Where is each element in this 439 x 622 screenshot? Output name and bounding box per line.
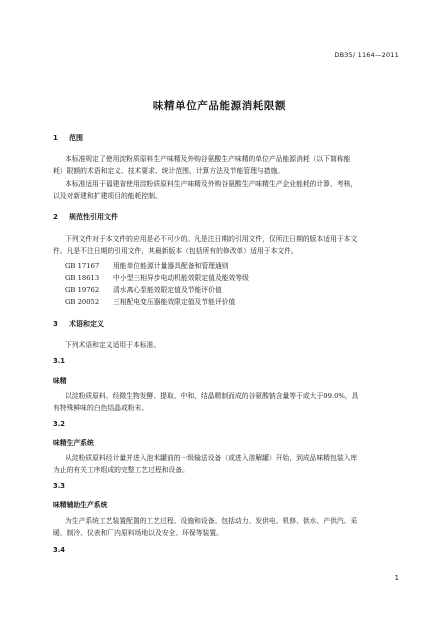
reference-code: GB 20052: [65, 298, 100, 306]
section-2-para-line-1: 下列文件对于本文件的应用是必不可少的。凡是注日期的引用文件，仅所注日期的版本适用于本文: [65, 235, 358, 243]
reference-title: 清水离心泵能效限定值及节能评价值: [113, 286, 222, 294]
section-1-heading: [53, 133, 83, 143]
section-3-title: 术语和定义: [69, 320, 104, 328]
document-code: DB35/ 1164—2011: [334, 51, 399, 59]
term-name: 味精: [53, 377, 67, 385]
reference-code: GB 17167: [65, 262, 100, 270]
section-1-para-2-line-1: 本标准适用于福建省使用淀粉质原料生产味精及外购谷氨酸生产味精生产企业能耗的计算、考核，: [65, 180, 358, 188]
section-1-number: 1: [53, 134, 58, 142]
term-number: 3.2: [53, 420, 66, 428]
term-number: 3.1: [53, 357, 66, 365]
page-number: 1: [394, 574, 399, 582]
reference-code: GB 19762: [65, 286, 100, 294]
section-2-title: 规范性引用文件: [69, 213, 118, 221]
reference-item: [65, 260, 229, 270]
reference-item: [65, 296, 235, 306]
term-name: 味精生产系统: [53, 439, 94, 447]
reference-item: [65, 284, 222, 294]
term-definition-line-1: 从淀粉质原料经计量并进入泡米罐前的一级输送设备（或进入溶解罐）开始，到成品味精包装入库: [65, 454, 358, 462]
section-1-para-1-line-2: 耗）限额的术语和定义、技术要求、统计范围、计算方法及节能管理与措施。: [53, 167, 285, 175]
reference-title: 用能单位能源计量器具配备和管理通则: [113, 262, 229, 270]
section-1-para-2-line-2: 以及对新建和扩建项目的能耗控制。: [53, 192, 162, 200]
section-2-number: 2: [53, 213, 58, 221]
section-2-para-line-2: 件。凡是不注日期的引用文件，其最新版本（包括所有的修改单）适用于本文件。: [53, 247, 298, 255]
term-definition-line-2: 暖、制冷、仪表和厂内原料场地以及安全、环保等装置。: [53, 529, 223, 537]
reference-title: 三相配电变压器能效限定值及节能评价值: [113, 298, 236, 306]
reference-title: 中小型三相异步电动机能效限定值及能效等级: [113, 274, 249, 282]
reference-item: [65, 272, 249, 282]
term-definition-line-1: 以淀粉质原料、经微生物发酵、提取、中和、结晶精制而成的谷氨酸钠含量等于或大于99.0%，具: [65, 392, 359, 400]
section-3-number: 3: [53, 320, 58, 328]
term-definition-line-2: 有特殊鲜味的白色结晶或粉末。: [53, 404, 149, 412]
section-3-heading: [53, 319, 104, 329]
term-definition-line-1: 为生产系统工艺装置配置的工艺过程、设施和设备。包括动力、发供电、机修、供水、产供汽、采: [65, 517, 358, 525]
section-3-intro: 下列术语和定义适用于本标准。: [65, 341, 161, 349]
reference-code: GB 18613: [65, 274, 100, 282]
section-1-para-1-line-1: 本标准规定了使用淀粉质原料生产味精及外购谷氨酸生产味精的单位产品能源消耗（以下简称能: [65, 155, 351, 163]
term-definition-line-2: 为止的有关工序组成的完整工艺过程和设备。: [53, 466, 189, 474]
section-2-heading: [53, 212, 118, 222]
term-number: 3.3: [53, 482, 66, 490]
term-name: 味精辅助生产系统: [53, 501, 108, 509]
page-title: 味精单位产品能源消耗限额: [152, 100, 287, 112]
section-1-title: 范围: [69, 134, 83, 142]
term-number: 3.4: [53, 546, 66, 554]
